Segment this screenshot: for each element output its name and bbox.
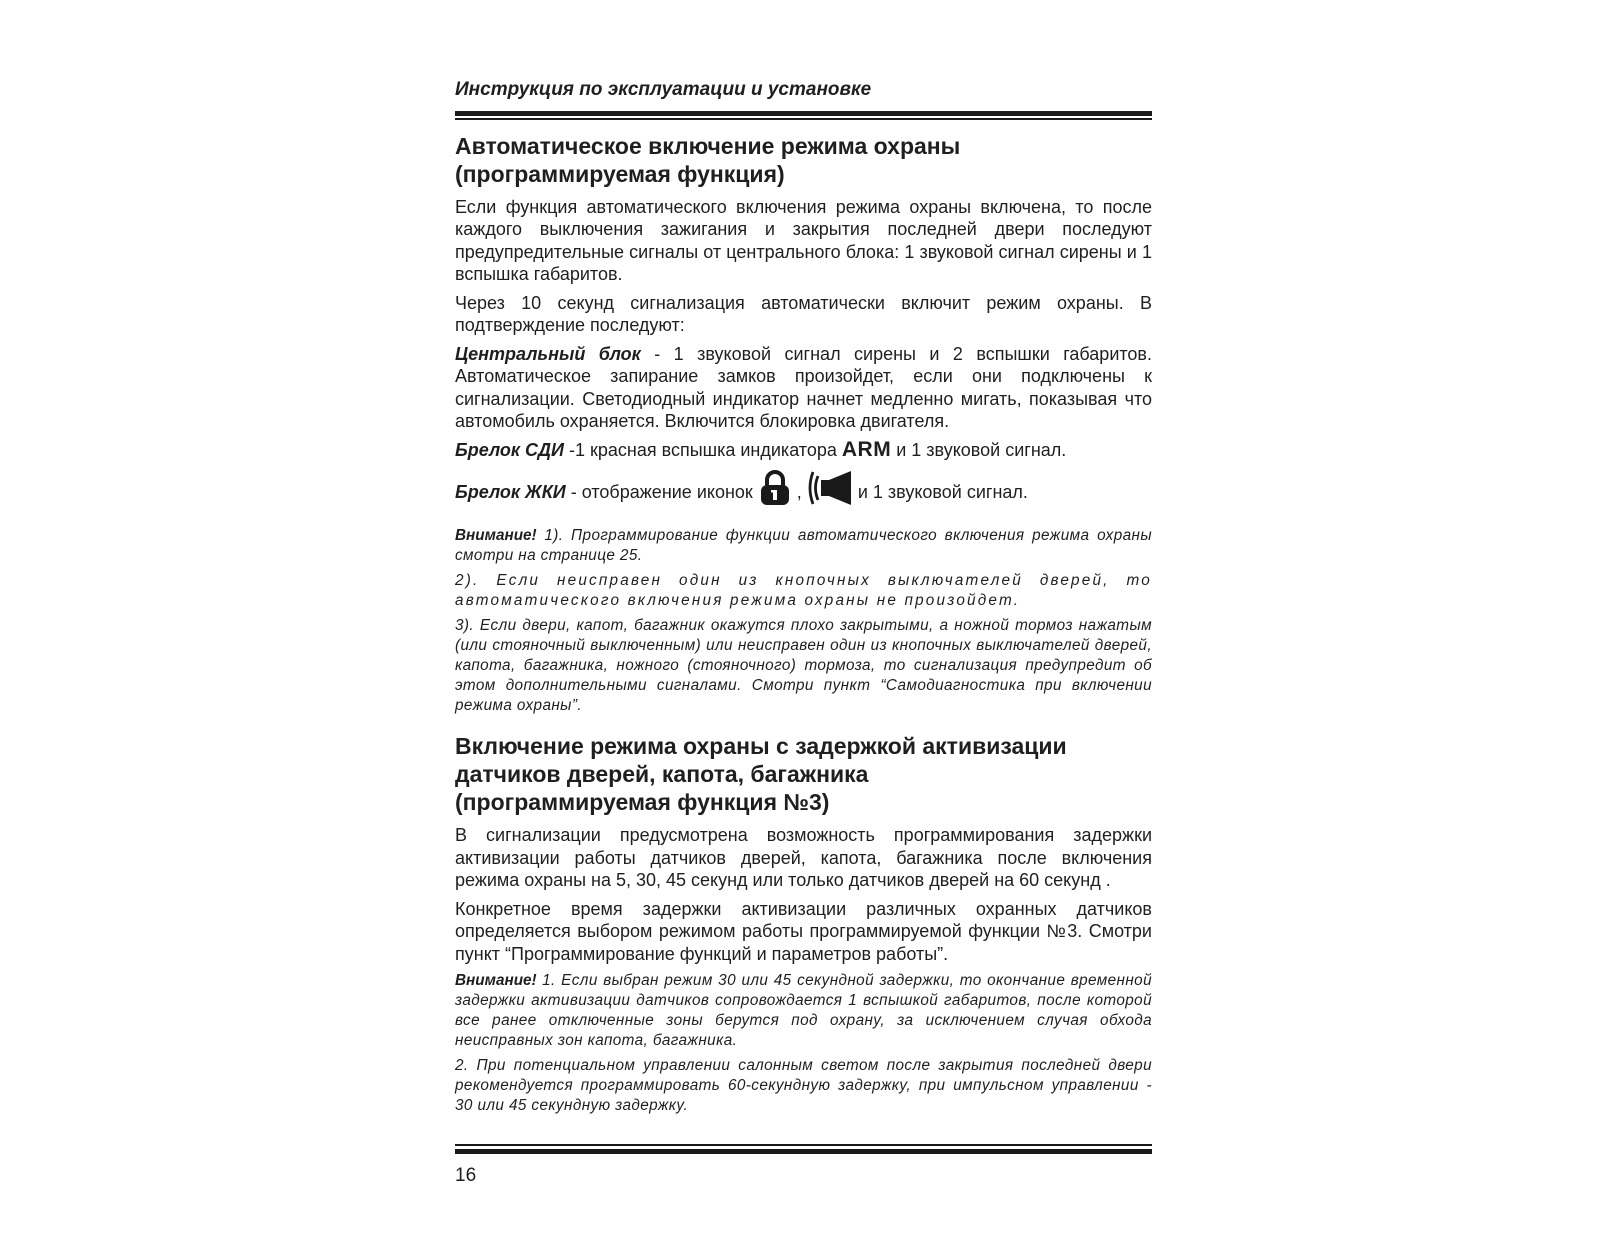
lcd-fob-label: Брелок ЖКИ <box>455 482 566 502</box>
auto-arm-paragraph-1: Если функция автоматического включения режима охраны включена, то после каждого выключения зажигания и закрытия последней двери последуют предупредительные сигналы от центрального блока: 1 звуковой сигнал сирены и 1 вспышка габаритов. <box>455 196 1152 284</box>
manual-page <box>455 76 1152 1188</box>
central-unit-text: - 1 звуковой сигнал сирены и 2 вспышки габаритов. Автоматическое запирание замков произойдет, если они подключены к сигнализации. Светодиодный индикатор начнет медленно мигать, показывая что автомобиль охраняется. Включится блокировка двигателя. <box>455 343 1152 431</box>
delayed-arm-paragraph-2: Конкретное время задержки активизации различных охранных датчиков определяется выбором режимом работы программируемой функции №3. Смотри пункт “Программирование функций и параметров работы”. <box>455 898 1152 964</box>
running-header: Инструкция по эксплуатации и установке <box>455 79 872 100</box>
sdi-fob-paragraph <box>455 439 1152 462</box>
delayed-arm-paragraph-1: В сигнализации предусмотрена возможность программирования задержки активизации работы датчиков дверей, капота, багажника после включения режима охраны на 5, 30, 45 секунд или только датчиков дверей на 60 секунд . <box>455 825 1152 890</box>
auto-arm-note-label: Внимание! <box>455 527 537 544</box>
sdi-fob-label: Брелок СДИ <box>455 439 564 460</box>
central-unit-label: Центральный блок <box>455 343 641 364</box>
delayed-arm-note-2: 2. При потенциальном управлении салонным светом после закрытия последней двери рекомендуется программировать 60-секундную задержку, при импульсном управлении - 30 или 45 секундную задержку. <box>455 1057 1152 1114</box>
section-auto-arm-title-line2: (программируемая функция) <box>455 160 785 187</box>
arm-indicator-label: ARM <box>841 437 892 461</box>
delayed-arm-note-label: Внимание! <box>455 972 537 989</box>
section-auto-arm-title <box>455 132 1152 188</box>
lcd-fob-paragraph <box>455 469 1152 520</box>
header-rule-thin <box>455 118 1152 120</box>
section-delayed-arm-title <box>455 732 1152 816</box>
auto-arm-note-3: 3). Если двери, капот, багажник окажутся плохо закрытыми, а ножной тормоз нажатым (или стояночный выключенным) или неисправен один из кнопочных выключателей дверей, капота, багажника, ножного (стояночного) тормоза, то сигнализация предупредит об этом дополнительными сигналами. Смотри пункт “Самодиагностика при включении режима охраны”. <box>455 617 1152 714</box>
section-auto-arm-title-line1: Автоматическое включение режима охраны <box>455 132 961 159</box>
auto-arm-note-1-text: 1). Программирование функции автоматического включения режима охраны смотри на странице 25. <box>455 527 1152 564</box>
lcd-fob-comma: , <box>791 482 802 502</box>
sdi-fob-text-after: и 1 звуковой сигнал. <box>891 439 1067 460</box>
section-delayed-arm-title-line2: датчиков дверей, капота, багажника <box>455 761 869 787</box>
auto-arm-note-1 <box>455 526 1152 566</box>
auto-arm-paragraph-2: Через 10 секунд сигнализация автоматически включит режим охраны. В подтверждение последуют: <box>455 292 1152 335</box>
footer-rule-thin <box>455 1144 1152 1146</box>
central-unit-paragraph <box>455 343 1152 433</box>
delayed-arm-note-1-text: 1. Если выбран режим 30 или 45 секундной задержки, то окончание временной задержки активизации датчиков сопровождается 1 вспышкой габаритов, после которой все ранее отключенные зоны берутся под охрану, за исключением случая обхода неисправных зон капота, багажника. <box>455 972 1152 1049</box>
page-number: 16 <box>455 1164 477 1186</box>
lcd-fob-text-before: - отображение иконок <box>565 482 758 502</box>
lcd-fob-text-after: и 1 звуковой сигнал. <box>852 482 1028 502</box>
footer-rules <box>455 1144 1152 1154</box>
delayed-arm-note-1 <box>455 971 1152 1051</box>
header-rule-thick <box>455 111 1152 116</box>
siren-speaker-icon <box>807 469 853 520</box>
sdi-fob-text-before: -1 красная вспышка индикатора <box>564 439 842 460</box>
auto-arm-note-2: 2). Если неисправен один из кнопочных выключателей дверей, то автоматического включения режима охраны не произойдет. <box>455 572 1152 609</box>
section-delayed-arm-title-line1: Включение режима охраны с задержкой активизации <box>455 733 1067 759</box>
section-delayed-arm-title-line3: (программируемая функция №3) <box>455 789 830 815</box>
padlock-icon <box>758 469 792 520</box>
footer-rule-thick <box>455 1149 1152 1154</box>
